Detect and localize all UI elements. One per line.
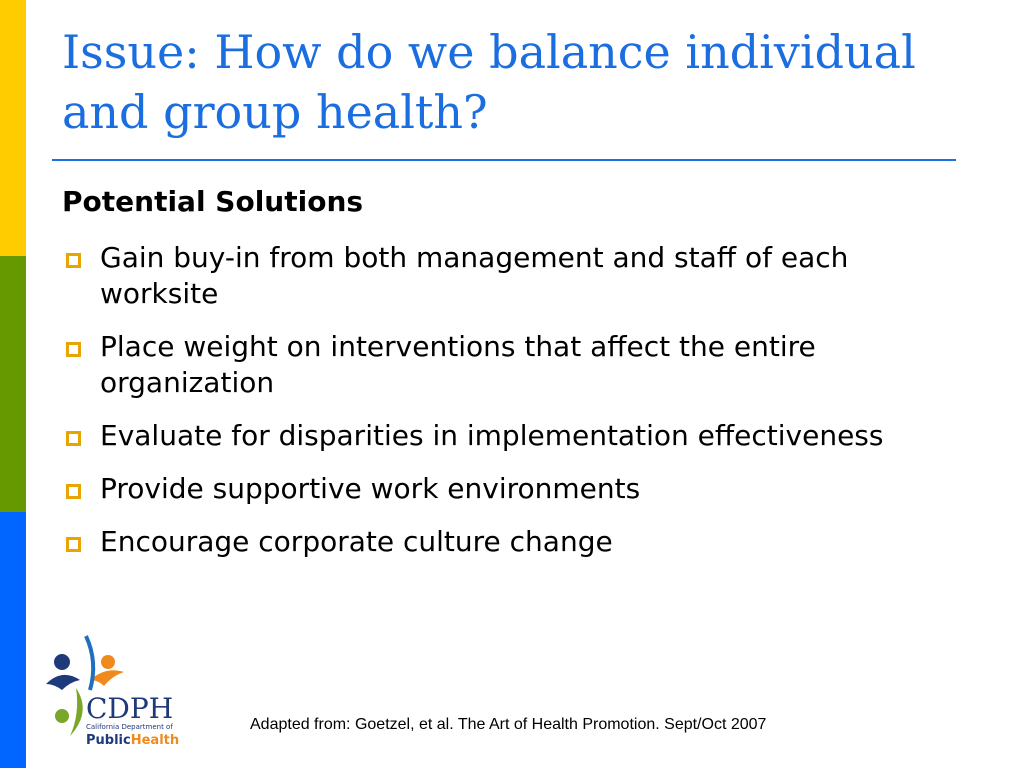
square-bullet-icon <box>66 537 81 552</box>
section-heading: Potential Solutions <box>62 185 364 218</box>
bullet-text: Place weight on interventions that affect the entire organization <box>100 330 816 399</box>
bullet-item <box>62 471 952 507</box>
bullet-text: Gain buy-in from both management and staff of each worksite <box>100 241 849 310</box>
bullet-list <box>62 240 952 577</box>
logo-name: CDPH <box>86 692 174 725</box>
bullet-text: Encourage corporate culture change <box>100 525 613 558</box>
bullet-item <box>62 524 952 560</box>
bullet-item <box>62 418 952 454</box>
square-bullet-icon <box>66 431 81 446</box>
bullet-text: Evaluate for disparities in implementation effectiveness <box>100 419 884 452</box>
side-bar-yellow <box>0 0 26 256</box>
logo-subtitle: California Department of <box>86 723 173 731</box>
svg-text:PublicHealth <box>86 733 179 748</box>
square-bullet-icon <box>66 253 81 268</box>
logo-wordmark-health: Health <box>130 733 180 748</box>
square-bullet-icon <box>66 342 81 357</box>
bullet-item <box>62 329 952 401</box>
square-bullet-icon <box>66 484 81 499</box>
logo-wordmark-public: Public <box>86 733 131 748</box>
title-divider <box>52 159 956 161</box>
bullet-item <box>62 240 952 312</box>
side-bar-blue <box>0 512 26 768</box>
side-bar-green <box>0 256 26 512</box>
bullet-text: Provide supportive work environments <box>100 472 641 505</box>
slide-title: Issue: How do we balance individual and group health? <box>62 25 916 139</box>
cdph-logo <box>40 632 182 748</box>
citation-text: Adapted from: Goetzel, et al. The Art of Health Promotion. Sept/Oct 2007 <box>250 716 767 733</box>
